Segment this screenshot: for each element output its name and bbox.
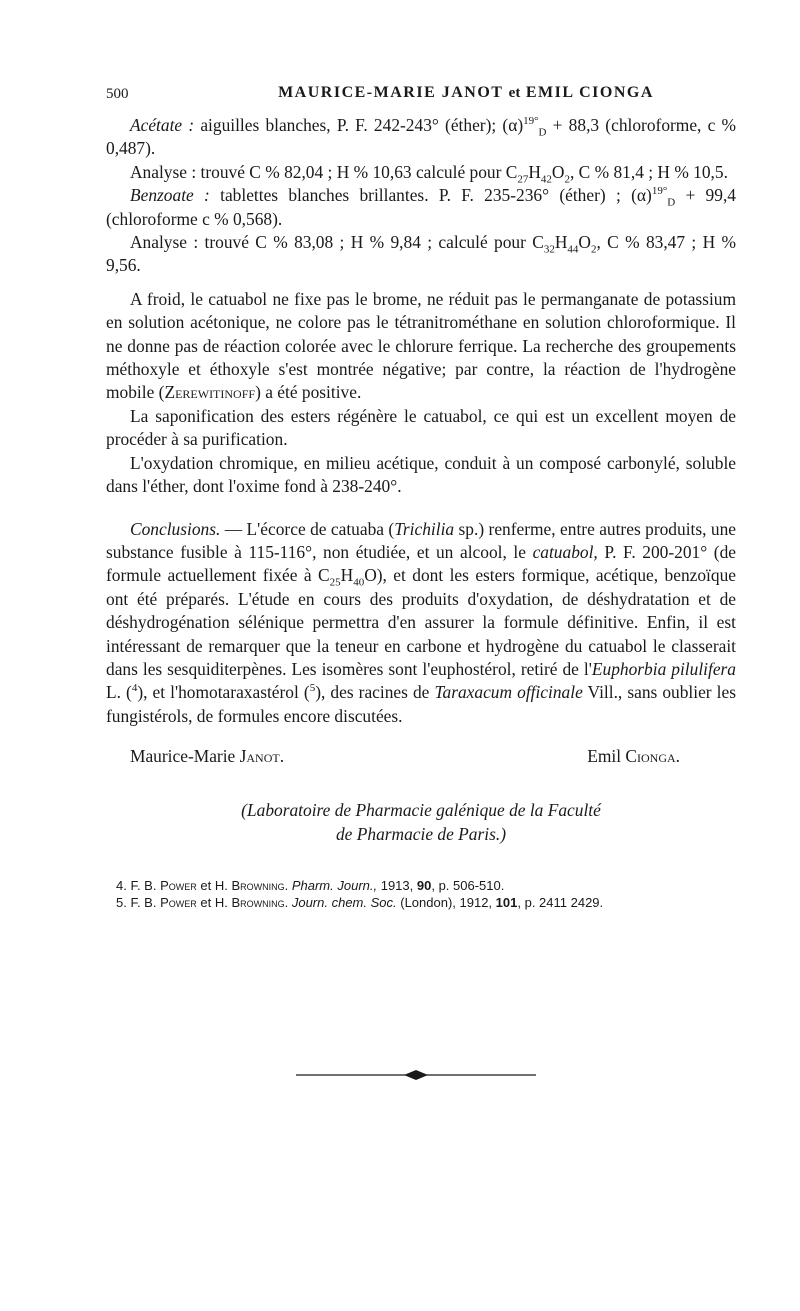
footnote-5: 5. F. B. Power et H. Browning. Journ. chem. Soc. (London), 1912, 101, p. 2411 2429.: [116, 895, 604, 911]
page: [106, 80, 736, 911]
running-header: [106, 80, 736, 114]
signature-cionga: Emil Cionga.: [587, 746, 680, 767]
acetate-paragraph: Acétate : aiguilles blanches, P. F. 242-243° (éther); $(\alpha)^{19^\circ}_D + 88,3$ (chloroforme, c % 0,487).: [106, 115, 736, 159]
signature-janot: Maurice-Marie Janot.: [130, 746, 285, 767]
conclusions-label: Conclusions.: [130, 518, 221, 539]
signatures: [106, 746, 736, 776]
saponification-paragraph: La saponification des esters régénère le catuabol, ce qui est un excellent moyen de procéder à sa purification.: [106, 405, 736, 450]
cold-reaction-paragraph: A froid, le catuabol ne fixe pas le brome, ne réduit pas le permanganate de potassium en solution acétonique, ne colore pas le tétranitrométhane en solution chloroformique. Il ne donne pas de réaction colorée avec le chlorure ferrique. La recherche des groupements méthoxyle et éthoxyle s'est montrée négative; par contre, la réaction de l'hydrogène mobile (Zerewitinoff) a été positive.: [106, 288, 736, 403]
diamond-icon: [404, 1070, 428, 1080]
benzoate-label: Benzoate :: [130, 185, 210, 206]
acetate-label: Acétate :: [130, 115, 195, 135]
author-conjunction: et: [508, 85, 521, 101]
page-number: 500: [106, 86, 129, 102]
benzoate-paragraph: Benzoate : tablettes blanches brillantes. P. F. 235-236° (éther) ; $(\alpha)^{19^\circ}_D + 99,4$ (chloroforme c % 0,568).: [106, 185, 736, 229]
author-1: MAURICE-MARIE JANOT: [278, 84, 504, 101]
footnote-ref[interactable]: 4: [131, 682, 138, 695]
footnote-4: 4. F. B. Power et H. Browning. Pharm. Journ., 1913, 90, p. 506-510.: [116, 878, 505, 894]
benzoate-analysis: Analyse : trouvé C % 83,08 ; H % 9,84 ; calculé pour $C_{32}H_{44}O_2$, C % 83,47 ; H % 9,56.: [106, 232, 736, 276]
end-ornament: [296, 1068, 536, 1082]
acetate-analysis: Analyse : trouvé C % 82,04 ; H % 10,63 calculé pour $C_{27}H_{42}O_2$, C % 81,4 ; H % 10,5.: [130, 161, 728, 186]
author-2: EMIL CIONGA: [525, 84, 654, 101]
rotation-symbol: $(\alpha)^{19^\circ}_D$: [502, 115, 547, 139]
author-reference: Zerewitinoff: [164, 382, 256, 403]
oxidation-paragraph: L'oxydation chromique, en milieu acétique, conduit à un composé carbonylé, soluble dans l'éther, dont l'oxime fond à 238-240°.: [106, 452, 736, 497]
rotation-symbol: $(\alpha)^{19^\circ}_D$: [631, 185, 676, 209]
running-title: [196, 84, 736, 102]
footnote-ref[interactable]: 5: [309, 682, 316, 695]
laboratory-affiliation: (Laboratoire de Pharmacie galénique de la Faculté de Pharmacie de Paris.): [241, 800, 601, 845]
footnotes: [106, 877, 736, 911]
conclusions-paragraph: Conclusions. — L'écorce de catuaba (Trichilia sp.) renferme, entre autres produits, une substance fusible à 115-116°, non étudiée, et un alcool, le catuabol, P. F. 200-201° (de formule actuellement fixée à $C_{25}H_{40}O$), et dont les esters formique, acétique, benzoïque ont été préparés. L'étude en cours des produits d'oxydation, de déshydratation et de déshydrogénation sélénique permettra d'en assurer la formule définitive. Enfin, il est intéressant de remarquer que la teneur en carbone et hydrogène du catuabol le classerait dans les sesquiditerpènes. Les isomères sont l'euphostérol, retiré de l'Euphorbia pilulifera L. ($^4$), et l'homotaraxastérol ($^5$), des racines de Taraxacum officinale Vill., sans oublier les fungistérols, de formules encore discutées.: [106, 518, 736, 726]
